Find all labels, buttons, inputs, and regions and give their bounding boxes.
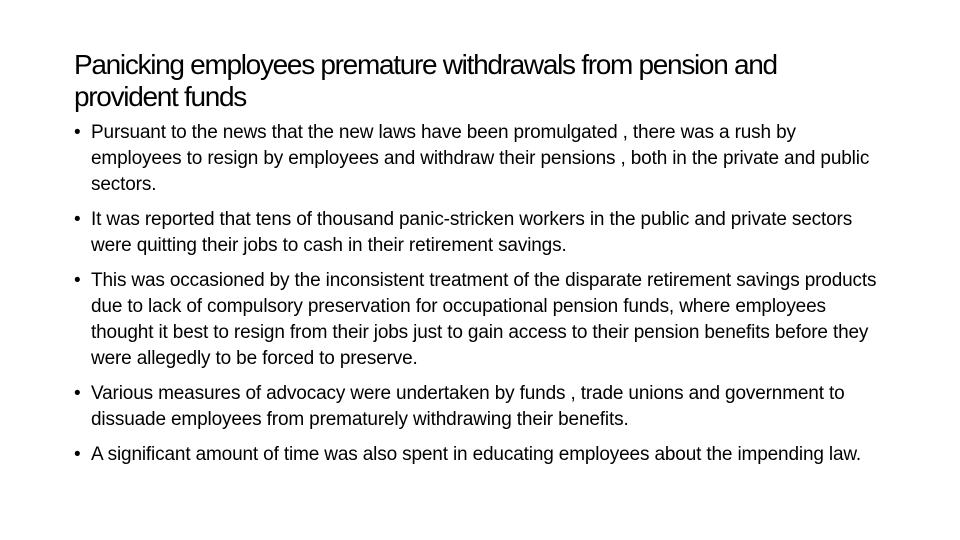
- bullet-list: [74, 120, 886, 477]
- bullet-text: A significant amount of time was also spent in educating employees about the impending law.: [91, 444, 862, 465]
- bullet-item: [74, 268, 886, 372]
- bullet-item: [74, 120, 886, 198]
- bullet-point-icon: •: [74, 122, 81, 143]
- slide-title: Panicking employees premature withdrawals from pension and provident funds: [74, 49, 777, 112]
- bullet-point-icon: •: [74, 383, 81, 404]
- bullet-point-icon: •: [74, 270, 81, 291]
- bullet-text: This was occasioned by the inconsistent treatment of the disparate retirement savings products due to lack of compulsory preservation for occupational pension funds, where employees thought it best to resign from their jobs just to gain access to their pension benefits before they were allegedly to be forced to preserve.: [91, 270, 877, 369]
- bullet-point-icon: •: [74, 444, 81, 465]
- bullet-item: [74, 381, 886, 433]
- bullet-item: [74, 442, 886, 468]
- bullet-item: [74, 207, 886, 259]
- bullet-text: It was reported that tens of thousand panic-stricken workers in the public and private sectors were quitting their jobs to cash in their retirement savings.: [91, 209, 853, 256]
- bullet-point-icon: •: [74, 209, 81, 230]
- bullet-text: Pursuant to the news that the new laws have been promulgated , there was a rush by employees to resign by employees and withdraw their pensions , both in the private and public sectors.: [91, 122, 870, 195]
- bullet-text: Various measures of advocacy were undertaken by funds , trade unions and government to dissuade employees from prematurely withdrawing their benefits.: [91, 383, 845, 430]
